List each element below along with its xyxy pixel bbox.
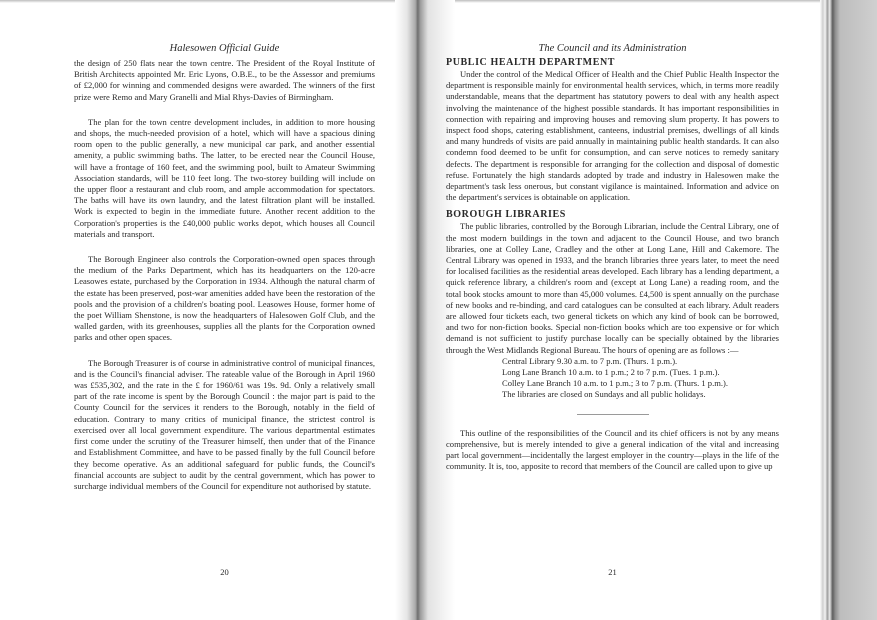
page-number: 21: [608, 567, 617, 577]
paragraph: The public libraries, controlled by the Borough Librarian, include the Central Library, one of the most modern buildings in the town and adjacent to the Council House, and two branch libraries, one at Colley Lane, Cradley and the other at Long Lane, Hill and Cakemore. The Central Library was opened in 1933, and the branch libraries three years later, to meet the need for localised facilities as the residential areas developed. Each library has a lending department, a quick reference library, a children's room and (except at Long Lane) a reading room, and the total book stocks amount to more than 45,000 volumes. £4,500 is spent annually on the purchase of new books and re-binding, and card catalogues can be consulted at each library. Adult readers are allowed four tickets each, two general tickets on which any kind of book can be borrowed, and two for non-fiction books. Special non-fiction books which are too expensive or for which demand is not sufficient to justify purchase locally can be specially obtained by the libraries through the West Midlands Regional Bureau. The hours of opening are as follows :—: [446, 221, 779, 355]
paragraph: The Borough Treasurer is of course in administrative control of municipal finances, and is the Council's financial adviser. The rateable value of the Borough in April 1960 was £535,302, and the rate in the £ for 1960/61 was 19s. 9d. Only a relatively small part of the rate income is spent by the Borough Council : the major part is paid to the County Council for the services it renders to the Borough, notably in the field of education. Contrary to many critics of municipal finance, the strictest control is exercised over all local government expenditure. The various departmental estimates first come under the scrutiny of the Treasurer himself, then under that of the Finance and Establishment Committee, and have to be passed finally by the full Council before they become operative. As an additional safeguard for public funds, the Council's financial accounts are subject to audit by the central government, which has power to surcharge individual members of the Council for expenditure not authorised by statute.: [74, 357, 375, 491]
left-page: [74, 0, 375, 620]
section-heading: PUBLIC HEALTH DEPARTMENT: [446, 57, 616, 68]
paragraph: Under the control of the Medical Officer of Health and the Chief Public Health Inspector the department is responsible mainly for environmental health services, which, in terms more readily understandable, means that the department has statutory powers to deal with any health aspect involving the maintenance of the highest possible standards. It has important responsibilities in connection with repairing and improving houses and removing slum property. It has powers to inspect food shops, catering establishment, canteens, industrial premises, dwellings of all kinds and many hundreds of visits are paid annually in maintaining public health standards. It can also condemn food deemed to be unfit for consumption, and can serve notices to remedy sanitary defects. The department is responsible for arranging for the collection and disposal of domestic refuse. Fortunately the high standards adopted by trade and industry in Halesowen make the department's task less onerous, but constant vigilance is maintained. Information and advice on the department's services is obtainable on application.: [446, 69, 779, 203]
page-number: 20: [220, 567, 229, 577]
opening-hours: [446, 356, 779, 401]
right-page: [446, 0, 779, 620]
paragraph: the design of 250 flats near the town centre. The President of the Royal Institute of British Architects appointed Mr. Eric Lyons, O.B.E., to be the Assessor and premiums of £2,000 for winning and commended designs were awarded. The winners of the first prize were Remo and Mary Granelli and Mial Rhys-Davies of Birmingham.: [74, 58, 375, 102]
section-divider: [577, 414, 649, 415]
paragraph: The plan for the town centre development includes, in addition to more housing and shops, the much-needed provision of a hotel, which will have a spacious dining room open to the public generally, a new municipal car park, and another essential amenity, a public swimming baths. The latter, to be erected near the Council House, will have a frontage of 160 feet, and the swimming pool, built to Amateur Swimming Association standards, will be 110 feet long. The two-storey building will include on the upper floor a restaurant and club room, and ample accommodation for spectators. The baths will have its own laundry, and the latest filtration plant will be installed. Work is expected to begin in the immediate future. Another recent addition to the Corporation's properties is the £40,000 public works depot, which houses all Council materials and transport.: [74, 116, 375, 239]
right-body: [446, 57, 779, 473]
left-running-head: Halesowen Official Guide: [169, 43, 280, 54]
right-running-head: The Council and its Administration: [538, 43, 687, 54]
hours-line: The libraries are closed on Sundays and all public holidays.: [502, 389, 706, 400]
section-heading: BOROUGH LIBRARIES: [446, 209, 566, 221]
paragraph: The Borough Engineer also controls the Corporation-owned open spaces through the medium of the Parks Department, which has its headquarters on the 120-acre Leasowes estate, purchased by the Corporation in 1934. Although the natural charm of the estate has been preserved, post-war amenities added have been the restoration of the pools and the provision of a children's boating pool. Leasowes House, former home of the poet William Shenstone, is now the headquarters of Halesowen Golf Club, and the walled garden, with its greenhouses, supplies all the plants for the Corporation owned parks and other open spaces.: [74, 254, 375, 343]
page-edge-stack: [820, 0, 877, 620]
hours-line: Colley Lane Branch 10 a.m. to 1 p.m.; 3 to 7 p.m. (Thurs. 1 p.m.).: [502, 378, 728, 389]
paragraph: This outline of the responsibilities of the Council and its chief officers is not by any means comprehensive, but is merely intended to give a general indication of the vital and increasing part local government—incidentally the largest employer in the country—plays in the life of the community. It is, too, apposite to record that members of the Council are called upon to give up: [446, 427, 779, 472]
hours-line: Central Library 9.30 a.m. to 7 p.m. (Thurs. 1 p.m.).: [502, 355, 678, 366]
hours-line: Long Lane Branch 10 a.m. to 1 p.m.; 2 to 7 p.m. (Tues. 1 p.m.).: [502, 367, 720, 378]
left-body: [74, 58, 375, 492]
